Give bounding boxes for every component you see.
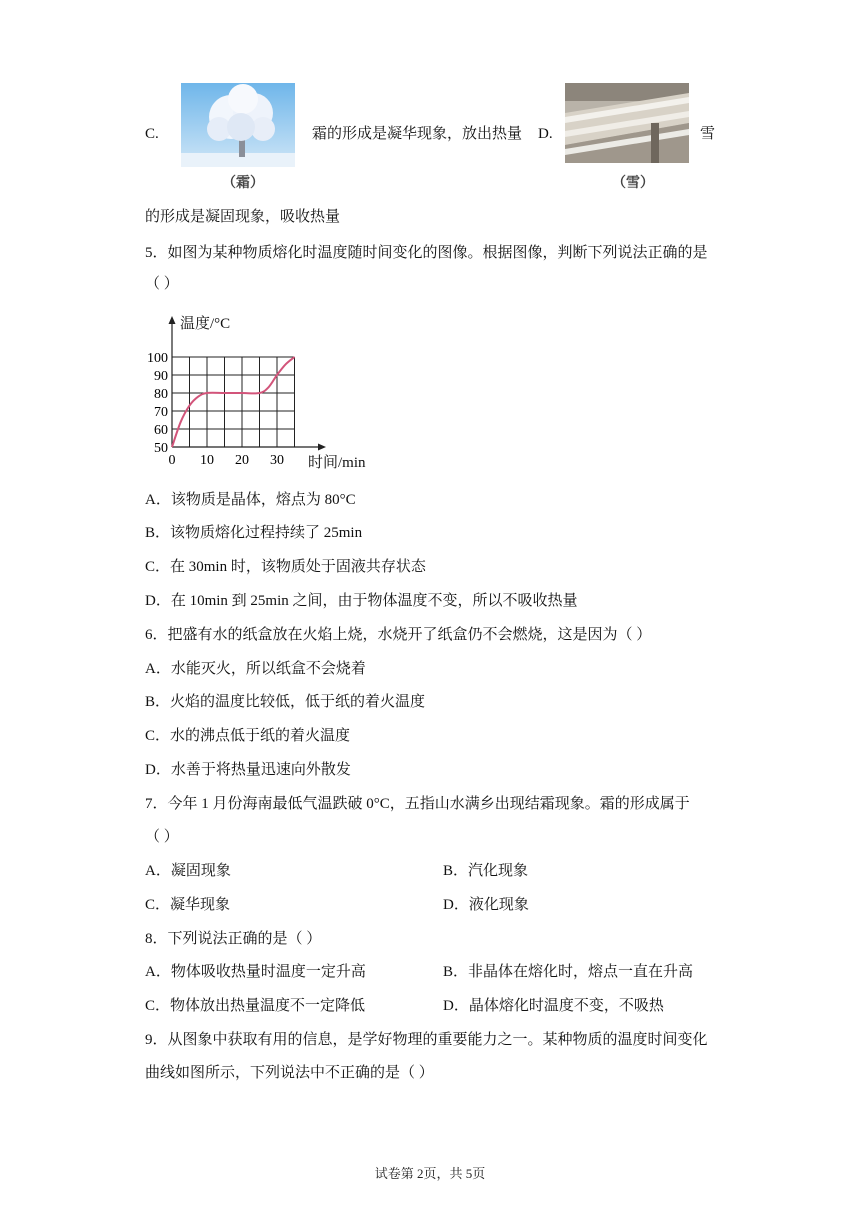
q8-option-d: D．晶体熔化时温度不变，不吸热 xyxy=(443,998,664,1014)
q4-option-d-label: D. xyxy=(538,126,553,142)
q5-option-c: C．在 30min 时，该物质处于固液共存状态 xyxy=(145,559,426,575)
q7-option-a: A．凝固现象 xyxy=(145,863,231,879)
y-tick-label: 90 xyxy=(154,369,168,384)
q4-option-c-label: C. xyxy=(145,126,159,142)
q9-stem-line2: 曲线如图所示，下列说法中不正确的是（ ） xyxy=(145,1065,434,1081)
y-tick-label: 100 xyxy=(147,351,168,366)
q6-option-a: A．水能灭火，所以纸盒不会烧着 xyxy=(145,661,366,677)
q6-option-d: D．水善于将热量迅速向外散发 xyxy=(145,762,351,778)
y-tick-label: 70 xyxy=(154,405,168,420)
x-axis-arrow xyxy=(318,444,326,451)
q6-option-b: B．火焰的温度比较低，低于纸的着火温度 xyxy=(145,694,426,710)
melting-curve-chart xyxy=(140,310,390,470)
q8-option-b: B．非晶体在熔化时，熔点一直在升高 xyxy=(443,964,694,980)
q6-option-c: C．水的沸点低于纸的着火温度 xyxy=(145,728,351,744)
series-line xyxy=(172,357,295,447)
snow-bench-photo xyxy=(565,83,689,163)
q7-option-d: D．液化现象 xyxy=(443,897,529,913)
chart-grid xyxy=(172,357,295,447)
q7-stem-line2: （ ） xyxy=(145,829,179,845)
y-axis-arrow xyxy=(169,316,176,324)
page-footer: 试卷第 2页，共 5页 xyxy=(374,1166,486,1181)
q5-option-a: A．该物质是晶体，熔点为 80°C xyxy=(145,492,356,508)
y-tick-label: 80 xyxy=(154,387,168,402)
q8-option-c: C．物体放出热量温度不一定降低 xyxy=(145,998,366,1014)
q4-option-c-text: 霜的形成是凝华现象，放出热量 xyxy=(312,126,523,142)
q4-option-d-text-end: 雪 xyxy=(700,126,716,142)
q7-option-b: B．汽化现象 xyxy=(443,863,529,879)
q5-option-b: B．该物质熔化过程持续了 25min xyxy=(145,525,363,541)
frost-caption: （霜） xyxy=(222,176,264,191)
x-axis-label: 时间/min xyxy=(308,455,366,470)
y-tick-label: 60 xyxy=(154,423,168,438)
y-axis-label: 温度/°C xyxy=(180,316,231,332)
x-tick-label: 0 xyxy=(168,453,176,468)
q6-stem: 6．把盛有水的纸盒放在火焰上烧，水烧开了纸盒仍不会燃烧，这是因为（ ） xyxy=(145,627,652,643)
y-tick-label: 50 xyxy=(154,441,168,456)
x-tick-label: 30 xyxy=(270,453,284,468)
frost-tree-photo xyxy=(181,83,295,167)
q7-option-c: C．凝华现象 xyxy=(145,897,231,913)
q5-stem-line1: 5．如图为某种物质熔化时温度随时间变化的图像。根据图像，判断下列说法正确的是 xyxy=(145,245,708,261)
x-tick-label: 10 xyxy=(200,453,214,468)
snow-caption: （雪） xyxy=(612,176,654,191)
q5-option-d: D．在 10min 到 25min 之间，由于物体温度不变，所以不吸收热量 xyxy=(145,593,578,609)
q9-stem-line1: 9．从图象中获取有用的信息，是学好物理的重要能力之一。某种物质的温度时间变化 xyxy=(145,1032,708,1048)
q8-stem: 8．下列说法正确的是（ ） xyxy=(145,931,322,947)
x-tick-label: 20 xyxy=(235,453,249,468)
q5-stem-line2: （ ） xyxy=(145,276,179,292)
q4-option-d-continuation: 的形成是凝固现象，吸收热量 xyxy=(145,209,341,225)
q7-stem-line1: 7．今年 1 月份海南最低气温跌破 0°C，五指山水满乡出现结霜现象。霜的形成属于 xyxy=(145,796,690,812)
q8-option-a: A．物体吸收热量时温度一定升高 xyxy=(145,964,366,980)
